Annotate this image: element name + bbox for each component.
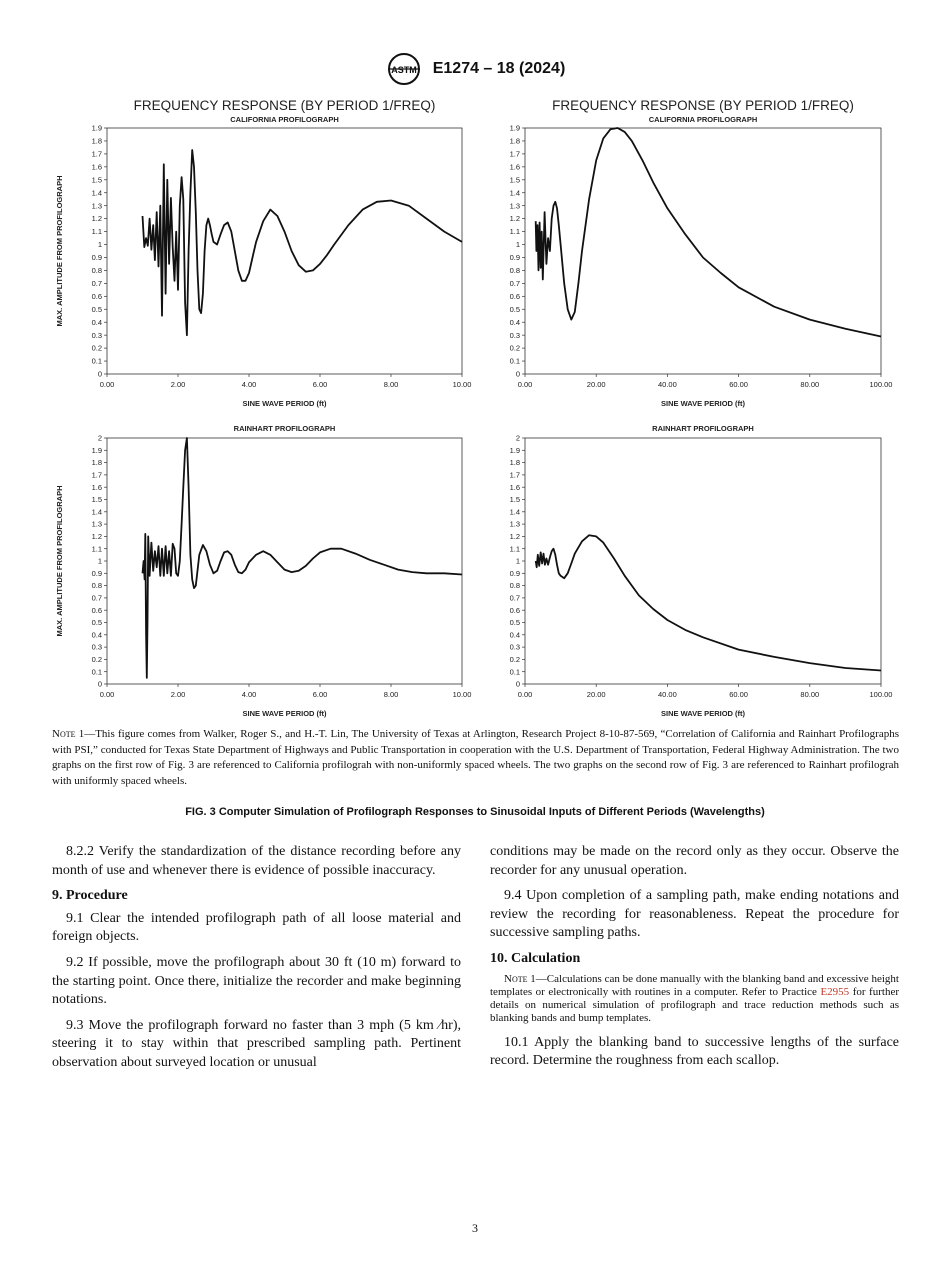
y-tick-label: 0.3: [91, 330, 102, 340]
y-tick-label: 1.8: [91, 458, 102, 468]
chart-rainhart-long: [470, 420, 900, 725]
y-tick-label: 1.7: [91, 149, 102, 159]
y-tick-label: 0.9: [509, 568, 520, 578]
y-tick-label: 1.5: [91, 175, 102, 185]
y-tick-label: 0.3: [509, 330, 520, 340]
x-axis-label: SINE WAVE PERIOD (ft): [660, 709, 746, 718]
y-tick-label: 1.9: [509, 445, 520, 455]
y-tick-label: 1: [515, 240, 520, 250]
figure-caption: FIG. 3 Computer Simulation of Profilograph Responses to Sinusoidal Inputs of Different Periods (Wavelengths): [185, 806, 765, 818]
x-tick-label: 40.00: [658, 380, 677, 389]
paragraph-9-1: 9.1 Clear the intended profilograph path of all loose material and foreign objects.: [52, 910, 461, 945]
y-tick-label: 0.6: [509, 605, 520, 615]
paragraph-9-2: 9.2 If possible, move the profilograph about 30 ft (10 m) forward to the starting point. Once there, initialize the recorder and make beginning notations.: [52, 954, 461, 1008]
chart-subtitle: CALIFORNIA PROFILOGRAPH: [230, 115, 339, 124]
y-tick-label: 1: [515, 556, 520, 566]
practice-e2955-link[interactable]: E2955: [820, 985, 850, 998]
response-curve: [143, 150, 463, 335]
x-tick-label: 80.00: [800, 380, 820, 389]
page-header: [0, 52, 950, 86]
y-tick-label: 1.2: [91, 214, 102, 224]
y-tick-label: 1.6: [509, 482, 520, 492]
y-tick-label: 1.1: [509, 227, 520, 237]
y-tick-label: 0.6: [509, 291, 520, 301]
y-tick-label: 0.8: [509, 581, 520, 591]
y-tick-label: 0.6: [91, 605, 102, 615]
y-tick-label: 1.6: [91, 482, 102, 492]
x-tick-label: 4.00: [241, 380, 257, 389]
y-tick-label: 1.4: [509, 188, 520, 198]
y-tick-label: 1.1: [91, 544, 102, 554]
x-tick-label: 4.00: [241, 690, 257, 699]
chart-subtitle: RAINHART PROFILOGRAPH: [233, 424, 336, 433]
x-tick-label: 40.00: [658, 690, 677, 699]
plot-frame: [525, 128, 881, 374]
y-tick-label: 1.2: [509, 532, 520, 541]
y-tick-label: 1.9: [91, 123, 102, 133]
x-tick-label: 20.00: [586, 380, 606, 389]
y-tick-label: 0.5: [91, 304, 102, 314]
y-tick-label: 1.7: [509, 149, 520, 159]
y-tick-label: 1.8: [509, 136, 520, 146]
x-axis-label: SINE WAVE PERIOD (ft): [660, 399, 746, 408]
section-heading-calculation: 10. Calculation: [490, 950, 581, 966]
y-tick-label: 0.5: [509, 304, 520, 314]
y-tick-label: 1.4: [91, 188, 102, 198]
note-label: Note: [52, 728, 76, 740]
y-tick-label: 1: [97, 556, 102, 566]
y-tick-label: 0.4: [91, 317, 102, 327]
x-tick-label: 0.00: [99, 380, 115, 389]
x-tick-label: 2.00: [170, 690, 186, 699]
y-tick-label: 0.2: [509, 655, 520, 664]
x-tick-label: 0.00: [517, 380, 533, 389]
astm-logo-icon: [385, 52, 423, 86]
calculation-note-text-a: 1—Calculations can be done manually with the blanking band and excessive height templates or electronically with routines in a computer. Refer to Practice: [490, 972, 899, 998]
x-tick-label: 8.00: [383, 690, 399, 699]
response-curve: [536, 128, 881, 337]
y-tick-label: 1.9: [91, 445, 102, 455]
y-tick-label: 0.2: [509, 343, 520, 353]
y-tick-label: 1.3: [509, 519, 520, 529]
figure-note: [52, 727, 899, 789]
y-tick-label: 1.9: [509, 123, 520, 133]
calculation-note-label: Note: [504, 972, 528, 985]
left-column: [52, 843, 461, 1080]
x-tick-label: 60.00: [729, 690, 748, 699]
y-tick-label: 1.3: [91, 519, 102, 529]
y-tick-label: 0.1: [509, 356, 520, 366]
y-tick-label: 0.5: [509, 618, 520, 628]
page-number: 3: [472, 1221, 478, 1235]
y-tick-label: 1.1: [509, 544, 520, 554]
x-tick-label: 10.00: [452, 690, 472, 699]
y-tick-label: 1.6: [91, 162, 102, 172]
y-tick-label: 1.6: [509, 162, 520, 172]
chart-subtitle: CALIFORNIA PROFILOGRAPH: [648, 115, 758, 124]
paragraph-9-3: 9.3 Move the profilograph forward no faster than 3 mph (5 km ⁄hr), steering it to stay within that prescribed sampling path. Pertinent observation about surveyed location or unusual: [52, 1017, 461, 1070]
y-tick-label: 1.4: [91, 507, 102, 517]
y-tick-label: 1.5: [509, 175, 520, 185]
logo-text: ASTM: [390, 65, 417, 75]
y-tick-label: 2: [97, 433, 102, 443]
y-tick-label: 0.4: [509, 317, 520, 327]
x-tick-label: 10.00: [452, 380, 472, 389]
y-tick-label: 1: [97, 240, 102, 250]
paragraph-9-3-continued: conditions may be made on the record only as they occur. Observe the recorder for any unusual operation.: [490, 844, 899, 878]
y-tick-label: 1.2: [509, 214, 520, 224]
x-tick-label: 8.00: [383, 380, 399, 389]
y-tick-label: 0.8: [91, 581, 102, 591]
paragraph-10-1: 10.1 Apply the blanking band to successive lengths of the surface record. Determine the roughness from each scallop.: [490, 1034, 899, 1069]
y-tick-label: 2: [515, 433, 520, 443]
y-tick-label: 0.6: [91, 291, 102, 301]
y-tick-label: 0.3: [509, 642, 520, 652]
y-tick-label: 1.2: [91, 532, 102, 541]
paragraph-9-4: 9.4 Upon completion of a sampling path, make ending notations and review the recording for reasonableness. Repeat the procedure for successive sampling paths.: [490, 888, 899, 941]
y-tick-label: 0.7: [91, 593, 102, 603]
y-tick-label: 1.8: [91, 136, 102, 146]
y-tick-label: 0: [515, 679, 520, 689]
x-tick-label: 100.00: [869, 690, 893, 699]
right-column: [490, 843, 899, 1078]
x-tick-label: 6.00: [312, 380, 328, 389]
y-tick-label: 0.2: [91, 655, 102, 664]
y-tick-label: 1.8: [509, 458, 520, 468]
x-tick-label: 6.00: [312, 690, 328, 699]
y-tick-label: 0.7: [509, 593, 520, 603]
response-curve: [143, 438, 463, 678]
y-tick-label: 1.5: [91, 495, 102, 505]
section-heading-procedure: 9. Procedure: [52, 888, 128, 904]
y-tick-label: 0.9: [91, 253, 102, 263]
chart-california-long: [470, 92, 900, 412]
y-tick-label: 0.9: [509, 253, 520, 263]
x-tick-label: 2.00: [170, 380, 186, 389]
chart-subtitle: RAINHART PROFILOGRAPH: [652, 424, 754, 433]
note-text: 1—This figure comes from Walker, Roger S., and H.-T. Lin, The University of Texas at Arlington, Research Project 8-10-87-569, “Correlation of California and Rainhart Profilographs with PSI,” conducted for Texas State Department of Highways and Public Transportation in cooperation with the U.S. Department of Transportation, Federal Highway Administration. The two graphs on the first row of Fig. 3 are referenced to California profilograh with non-uniformly spaced wheels. The two graphs on the second row of Fig. 3 are referenced to Rainhart profilograh with uniformly spaced wheels.: [52, 728, 899, 787]
x-tick-label: 100.00: [869, 380, 893, 389]
chart-title: FREQUENCY RESPONSE (BY PERIOD 1/FREQ): [552, 98, 854, 113]
y-tick-label: 1.4: [509, 507, 520, 517]
y-axis-label: MAX. AMPLITUDE FROM PROFILOGRAPH: [55, 485, 64, 637]
y-tick-label: 0.2: [91, 343, 102, 353]
y-tick-label: 0.4: [509, 630, 520, 640]
y-tick-label: 0: [97, 369, 102, 379]
x-axis-label: SINE WAVE PERIOD (ft): [242, 709, 327, 718]
x-tick-label: 0.00: [99, 690, 115, 699]
y-tick-label: 0.8: [509, 266, 520, 276]
x-tick-label: 60.00: [729, 380, 748, 389]
calculation-note-text-b: for further details on numerical simulation of profilograph and trace reduction methods such as blanking bands and bump templates.: [490, 985, 899, 1024]
y-tick-label: 0.9: [91, 568, 102, 578]
y-tick-label: 1.7: [509, 470, 520, 480]
standard-designation: E1274 – 18 (2024): [432, 60, 566, 77]
response-curve: [536, 535, 881, 670]
y-tick-label: 0.1: [509, 667, 520, 677]
y-tick-label: 1.1: [91, 227, 102, 237]
calculation-note: [490, 973, 899, 1025]
y-tick-label: 0.8: [91, 266, 102, 276]
chart-rainhart-short: [50, 420, 470, 725]
x-tick-label: 20.00: [586, 690, 606, 699]
y-tick-label: 0.4: [91, 630, 102, 640]
y-tick-label: 0.1: [91, 667, 102, 677]
y-tick-label: 0: [515, 369, 520, 379]
chart-title: FREQUENCY RESPONSE (BY PERIOD 1/FREQ): [133, 98, 436, 113]
paragraph-8-2-2: 8.2.2 Verify the standardization of the distance recording before any month of use and whenever there is evidence of possible inaccuracy.: [52, 844, 461, 878]
plot-frame: [525, 438, 881, 684]
y-tick-label: 1.3: [509, 201, 520, 211]
x-axis-label: SINE WAVE PERIOD (ft): [242, 399, 327, 408]
y-axis-label: MAX. AMPLITUDE FROM PROFILOGRAPH: [55, 175, 64, 327]
chart-california-short: [50, 92, 470, 412]
y-tick-label: 0.7: [91, 278, 102, 288]
y-tick-label: 0: [97, 679, 102, 689]
x-tick-label: 80.00: [800, 690, 820, 699]
y-tick-label: 0.3: [91, 642, 102, 652]
y-tick-label: 0.7: [509, 278, 520, 288]
y-tick-label: 1.3: [91, 201, 102, 211]
y-tick-label: 0.5: [91, 618, 102, 628]
x-tick-label: 0.00: [517, 690, 533, 699]
y-tick-label: 1.7: [91, 470, 102, 480]
y-tick-label: 1.5: [509, 495, 520, 505]
y-tick-label: 0.1: [91, 356, 102, 366]
